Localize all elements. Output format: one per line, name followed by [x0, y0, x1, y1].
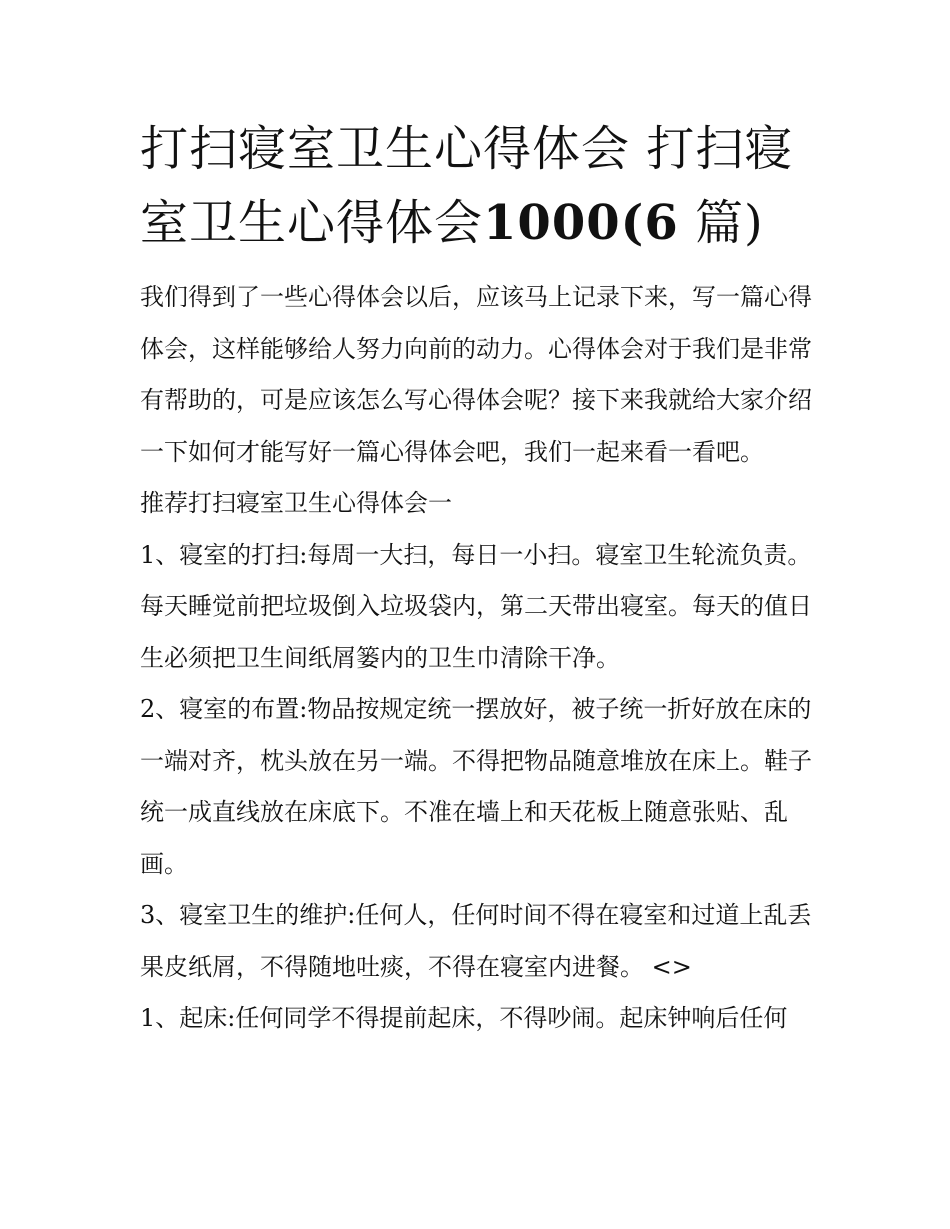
- list-item: 1、寝室的打扫:每周一大扫，每日一小扫。寝室卫生轮流负责。每天睡觉前把垃圾倒入垃圾袋内，第二天带出寝室。每天的值日生必须把卫生间纸屑篓内的卫生巾清除干净。: [140, 540, 812, 672]
- title-number: 1000(6: [483, 195, 679, 251]
- intro-paragraph: 我们得到了一些心得体会以后，应该马上记录下来，写一篇心得体会，这样能够给人努力向前的动力。心得体会对于我们是非常有帮助的，可是应该怎么写心得体会呢？接下来我就给大家介绍一下如何才能写好一篇心得体会吧，我们一起来看一看吧。: [140, 283, 812, 466]
- title-suffix: 篇): [678, 195, 764, 251]
- document-title: [140, 112, 815, 260]
- list-item: 2、寝室的布置:物品按规定统一摆放好，被子统一折好放在床的一端对齐，枕头放在另一端。不得把物品随意堆放在床上。鞋子统一成直线放在床底下。不准在墙上和天花板上随意张贴、乱画。: [140, 695, 812, 878]
- list-item: 3、寝室卫生的维护:任何人，任何时间不得在寝室和过道上乱丢果皮纸屑，不得随地吐痰，不得在寝室内进餐。 <>: [140, 901, 812, 981]
- title-text: 打扫寝室卫生心得体会 打扫寝室卫生心得体会: [140, 121, 794, 251]
- document-page: [140, 112, 815, 1045]
- list-item: 1、起床:任何同学不得提前起床，不得吵闹。起床钟响后任何: [140, 1004, 788, 1032]
- section-heading: 推荐打扫寝室卫生心得体会一: [140, 489, 452, 517]
